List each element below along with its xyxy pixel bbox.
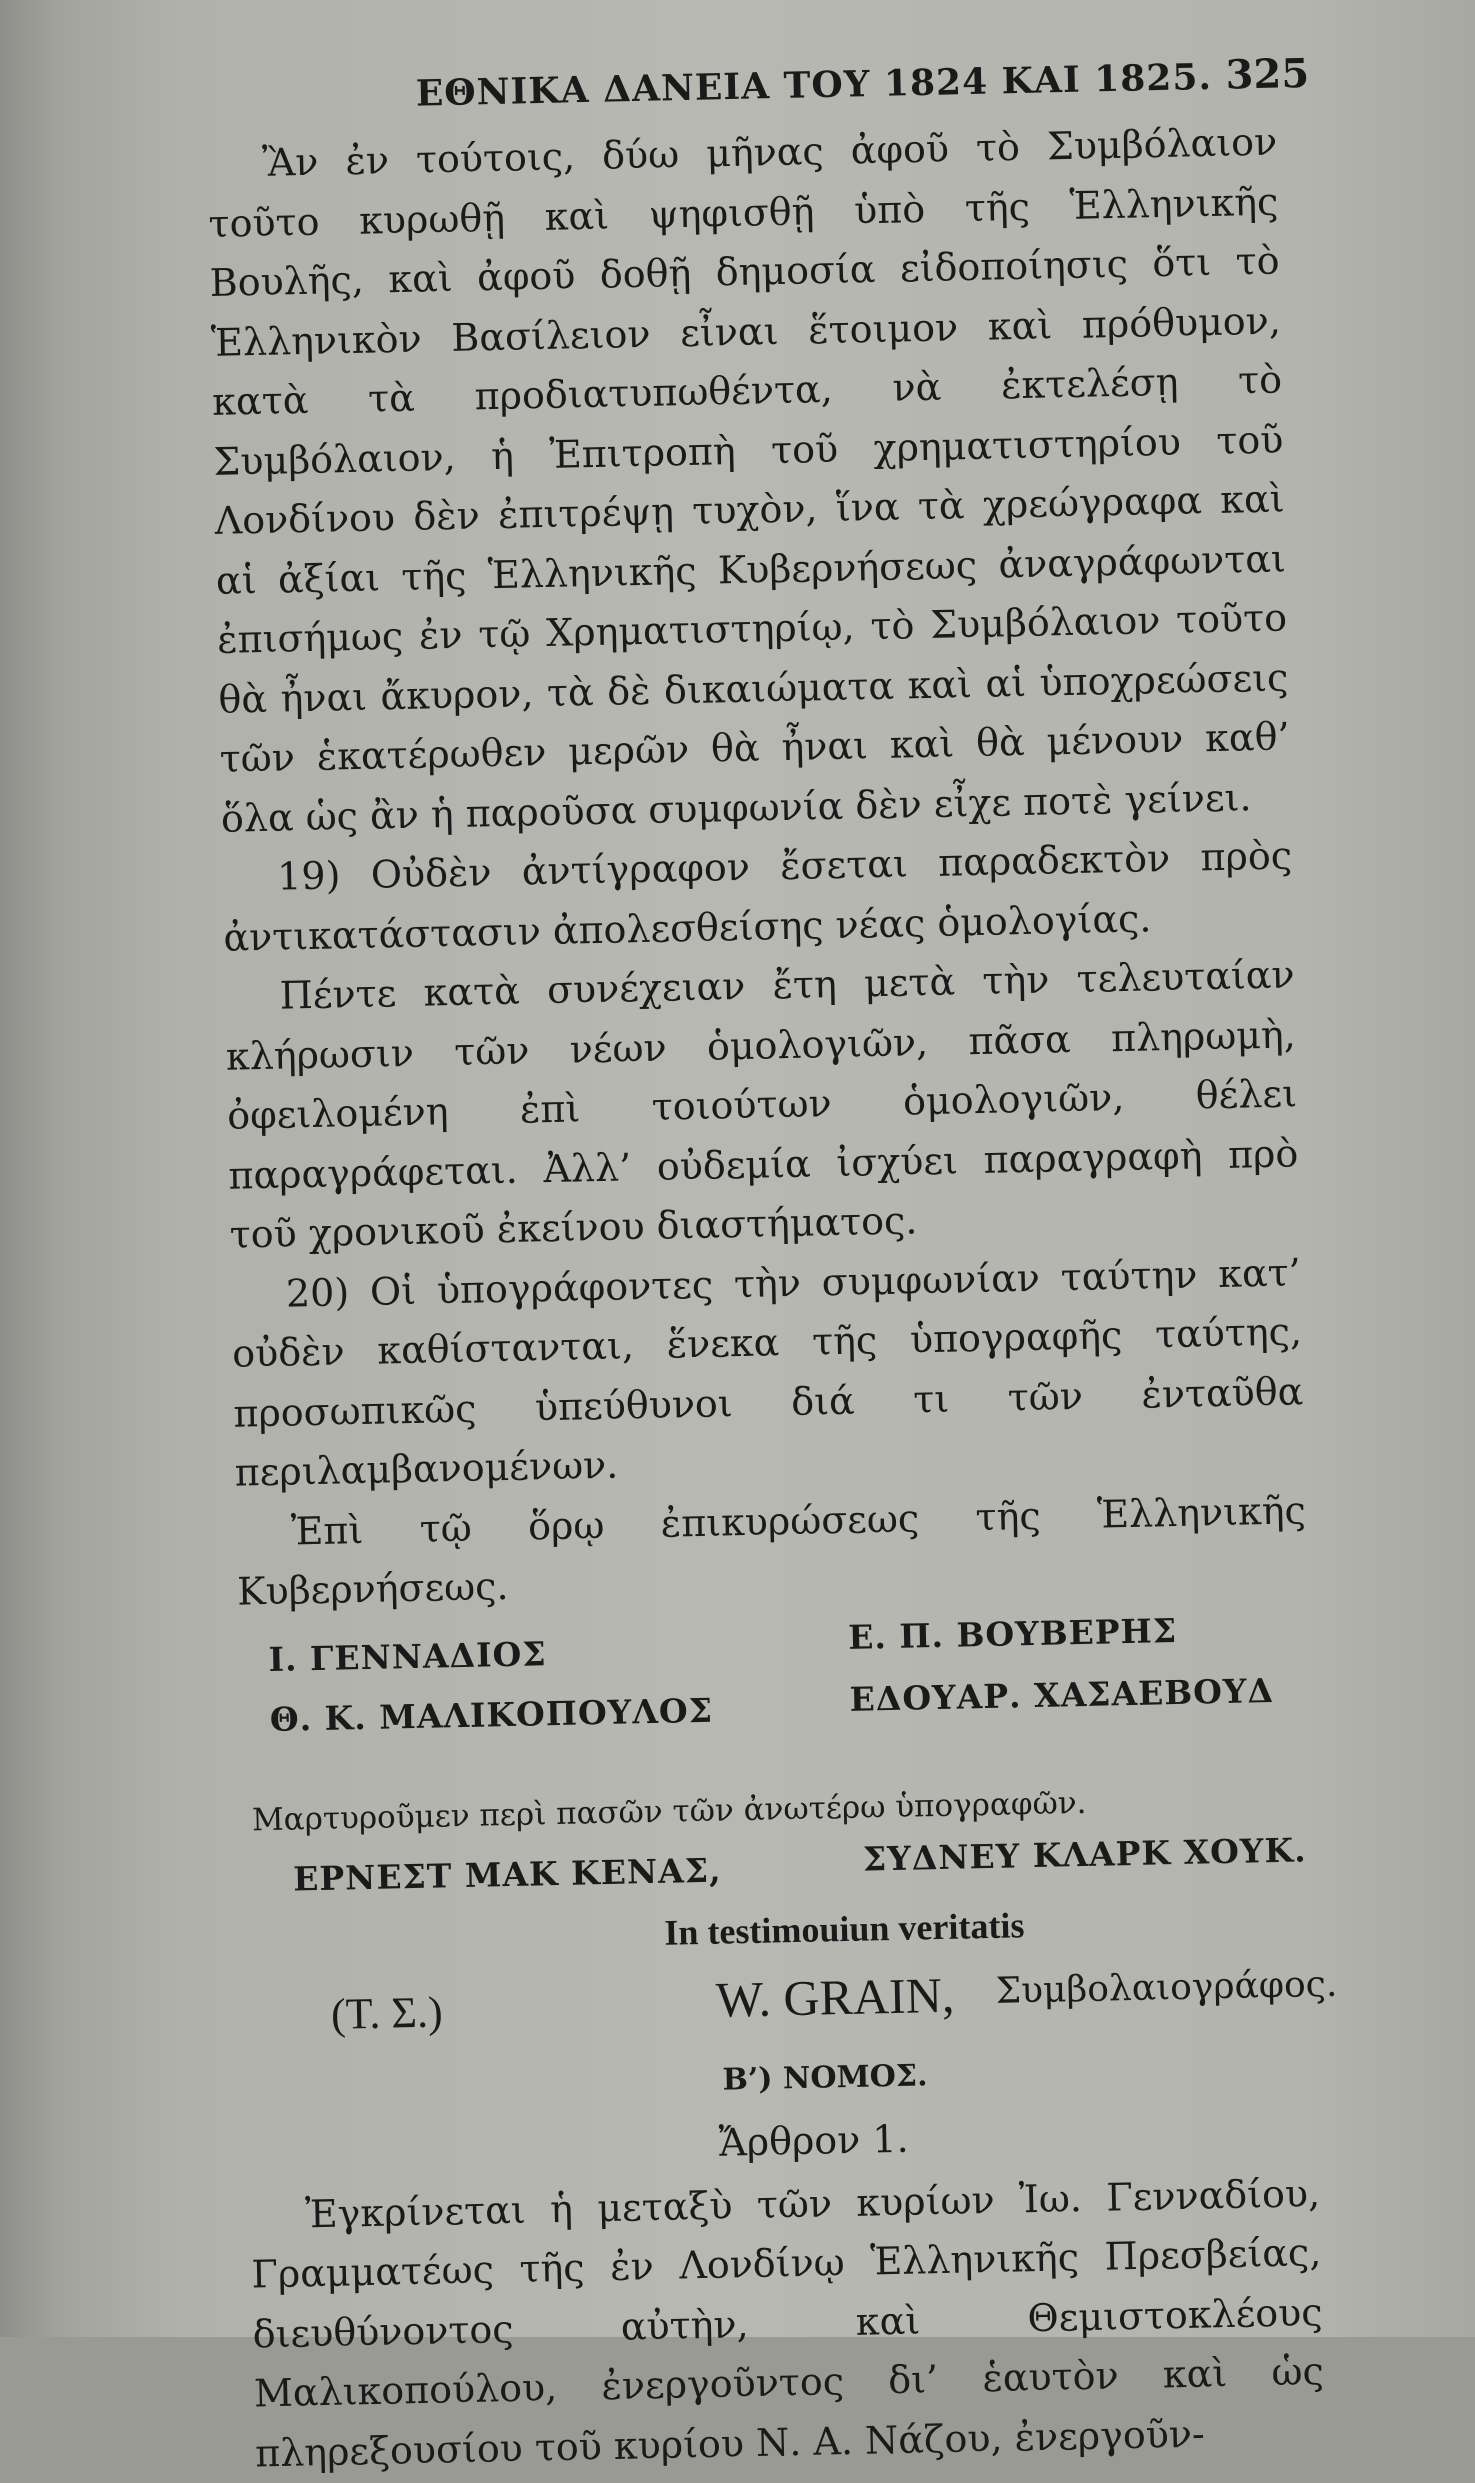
seal-mark: (Τ. Σ.)	[330, 1986, 444, 2039]
witness-mackenas: ΕΡΝΕΣΤ ΜΑΚ ΚΕΝΑΣ,	[292, 1850, 722, 1899]
signature-edouar: ΕΔΟΥΑΡ. ΧΑΣΑΕΒΟΥΔ	[849, 1670, 1275, 1719]
latin-attestation: In testimouiun veritatis	[663, 1904, 1025, 1953]
article-heading: Ἄρθρον 1.	[718, 2116, 910, 2165]
page-header	[205, 30, 1406, 125]
paragraph-prescription: Πέντε κατὰ συνέχειαν ἔτη μετὰ τὴν τελευταίαν κλήρωσιν τῶν νέων ὁμολογιῶν, πᾶσα πληρωμὴ, ὀφειλομένη ἐπὶ τοιούτων ὁμολογιῶν, θέλει παραγράφεται. Ἀλλ’ οὐδεμία ἰσχύει παραγραφὴ πρὸ τοῦ χρονικοῦ ἐκείνου διαστήματος.	[225, 952, 1299, 1257]
paragraph-ratification: Ἐπὶ τῷ ὅρῳ ἐπικυρώσεως τῆς Ἑλληνικῆς Κυβερνήσεως.	[236, 1487, 1307, 1614]
paragraph-article-19: 19) Οὐδὲν ἀντίγραφον ἔσεται παραδεκτὸν πρὸς ἀντικατάστασιν ἀπολεσθείσης νέας ὁμολογίας.	[223, 833, 1293, 960]
signature-block	[238, 1597, 1441, 1792]
signature-vouveris: Ε. Π. ΒΟΥΒΕΡΗΣ	[847, 1610, 1178, 1657]
printed-sheet	[205, 30, 1452, 2475]
paragraph-article-20: 20) Οἱ ὑπογράφοντες τὴν συμφωνίαν ταύτην κατ’ οὐδὲν καθίστανται, ἕνεκα τῆς ὑπογραφῆς ταύτης, προσωπικῶς ὑπεύθυνοι διά τι τῶν ἐνταῦθα περιλαμβανομένων.	[231, 1249, 1304, 1495]
notary-title: Συμβολαιογράφος.	[995, 1963, 1338, 2012]
witness-statement: Μαρτυροῦμεν περὶ πασῶν τῶν ἀνωτέρω ὑπογραφῶν.	[251, 1784, 1087, 1838]
law-heading: Β’) ΝΟΜΟΣ.	[722, 2057, 928, 2098]
paragraph-loan-condition: Ἂν ἐν τούτοις, δύω μῆνας ἀφοῦ τὸ Συμβόλαιον τοῦτο κυρωθῇ καὶ ψηφισθῇ ὑπὸ τῆς Ἑλληνικῆς Βουλῆς, καὶ ἀφοῦ δοθῇ δημοσία εἰδοποίησις ὅτι τὸ Ἑλληνικὸν Βασίλειον εἶναι ἕτοιμον καὶ πρόθυμον, κατὰ τὰ προδιατυπωθέντα, νὰ ἐκτελέσῃ τὸ Συμβόλαιον, ἡ Ἐπιτροπὴ τοῦ χρηματιστηρίου τοῦ Λονδίνου δὲν ἐπιτρέψῃ τυχὸν, ἵνα τὰ χρεώγραφα καὶ αἱ ἀξίαι τῆς Ἑλληνικῆς Κυβερνήσεως ἀναγράφωνται ἐπισήμως ἐν τῷ Χρηματιστηρίῳ, τὸ Συμβόλαιον τοῦτο θὰ ἦναι ἄκυρον, τὰ δὲ δικαιώματα καὶ αἱ ὑποχρεώσεις τῶν ἑκατέρωθεν μερῶν θὰ ἦναι καὶ θὰ μένουν καθ’ ὅλα ὡς ἂν ἡ παροῦσα συμφωνία δὲν εἶχε ποτὲ γείνει.	[208, 119, 1290, 841]
notary-name: W. GRAIN,	[715, 1966, 955, 2028]
paragraph-article-1: Ἐγκρίνεται ἡ μεταξὺ τῶν κυρίων Ἰω. Γενναδίου, Γραμματέως τῆς ἐν Λονδίνῳ Ἑλληνικῆς Πρεσβείας, διευθύνοντος αὐτὴν, καὶ Θεμιστοκλέους Μαλικοπούλου, ἐνεργοῦντος δι’ ἑαυτὸν καὶ ὡς πληρεξουσίου τοῦ κυρίου Ν. Α. Νάζου, ἐνεργοῦν-	[251, 2170, 1325, 2475]
page-number: 325	[1225, 49, 1310, 99]
signature-gennadios: I. ΓΕΝΝΑΔΙΟΣ	[268, 1633, 548, 1679]
signature-malikopoulos: Θ. Κ. ΜΑΛΙΚΟΠΟΥΛΟΣ	[269, 1690, 714, 1739]
witness-hook: ΣΥΔΝΕΥ ΚΛΑΡΚ ΧΟΥΚ.	[862, 1829, 1308, 1879]
running-title: ΕΘΝΙΚΑ ΔΑΝΕΙΑ ΤΟΥ 1824 ΚΑΙ 1825.	[415, 55, 1213, 115]
